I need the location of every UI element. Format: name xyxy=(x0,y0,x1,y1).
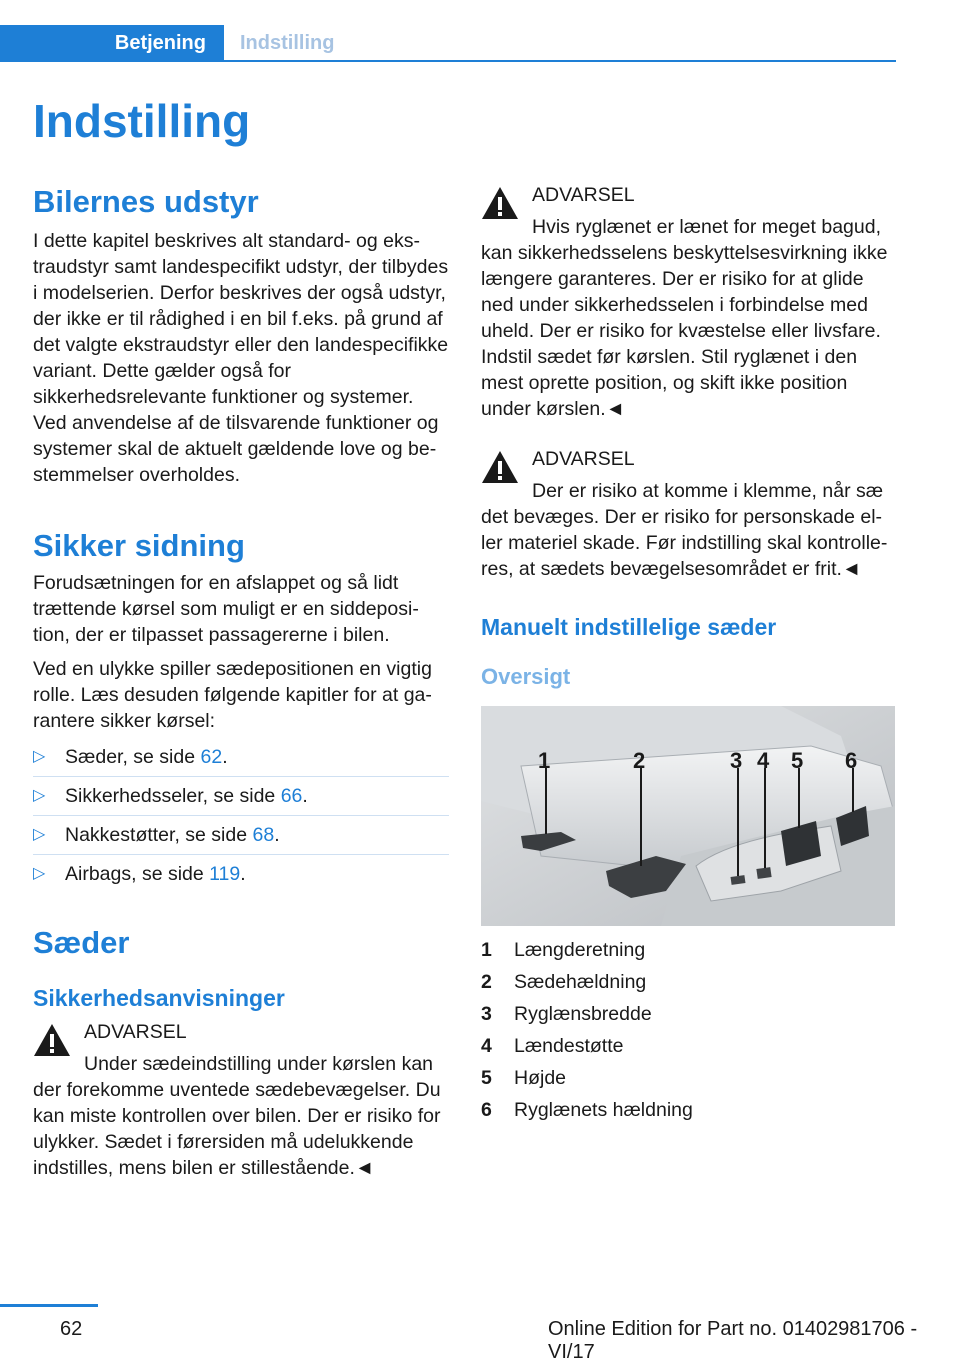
triangle-bullet-icon: ▷ xyxy=(33,787,46,804)
figure-label: 1 xyxy=(538,748,551,773)
seat-illustration xyxy=(481,706,895,926)
footer-divider xyxy=(0,1304,98,1307)
header-divider xyxy=(224,60,896,62)
heading-saeder: Sæder xyxy=(33,925,130,960)
warning-text: det bevæges. Der er risiko for personskade eller materiel skade. Før indstilling skal kontrolleres, at sædets bevægelsesområdet er frit.◄ xyxy=(481,506,888,580)
triangle-bullet-icon: ▷ xyxy=(33,826,46,843)
figure-legend xyxy=(481,934,897,1126)
warning-box xyxy=(481,182,897,422)
triangle-bullet-icon: ▷ xyxy=(33,865,46,882)
heading-sikker-sidning: Sikker sidning xyxy=(33,528,245,563)
legend-item: 3 Ryglænsbredde xyxy=(481,1003,652,1025)
page-number: 62 xyxy=(60,1318,83,1340)
figure-label: 3 xyxy=(730,748,743,773)
heading-oversigt: Oversigt xyxy=(481,664,571,689)
header-bar xyxy=(0,0,960,62)
warning-triangle-icon xyxy=(481,186,519,220)
warning-text-first: Hvis ryglænet er lænet for meget bagud, xyxy=(532,216,882,238)
legend-item: 1 Længderetning xyxy=(481,939,646,961)
heading-sikkerhedsanvisninger: Sikkerhedsanvisninger xyxy=(33,985,285,1011)
page-link[interactable]: 119 xyxy=(209,863,241,885)
warning-text-first: Der er risiko at komme i klemme, når sæ xyxy=(532,480,884,502)
warning-text: kan sikkerhedsselens beskyttelsesvirkning ikke længere garanteres. Der er risiko for at glide ned under sikkerhedsselen i forbindelse med uheld. Der er risiko for kvæstelse eller livsfare. Indstil sædet før kørslen. Stil ryglænet i den mest oprette position, og skift ikke position under kørslen.◄ xyxy=(481,242,888,420)
warning-triangle-icon xyxy=(33,1023,71,1057)
warning-title: ADVARSEL xyxy=(532,184,635,206)
figure-label: 6 xyxy=(845,748,858,773)
list-item: ▷ Nakkestøtter, se side 68. xyxy=(33,822,449,855)
tab-betjening[interactable]: Betjening xyxy=(0,25,224,62)
heading-manuelt-indstillelige-saeder: Manuelt indstillelige sæder xyxy=(481,614,777,640)
left-column xyxy=(33,182,449,1181)
seat-controls-figure xyxy=(481,706,895,926)
heading-bilernes-udstyr: Bilernes udstyr xyxy=(33,184,259,219)
legend-item: 4 Lændestøtte xyxy=(481,1035,624,1057)
paragraph-sikker-sidning-2: Ved en ulykke spiller sædepositionen en vigtig rolle. Læs desuden følgende kapitler for at garantere sikker kørsel: xyxy=(33,658,432,732)
warning-box xyxy=(33,1019,449,1181)
warning-title: ADVARSEL xyxy=(532,448,635,470)
warning-title: ADVARSEL xyxy=(84,1021,187,1043)
legend-item: 2 Sædehældning xyxy=(481,971,647,993)
chapter-list xyxy=(33,744,449,893)
footer-edition: Online Edition for Part no. 01402981706 - VI/17 xyxy=(548,1318,918,1362)
tab-indstilling[interactable]: Indstilling xyxy=(240,32,335,54)
page-link[interactable]: 62 xyxy=(200,746,223,768)
warning-triangle-icon xyxy=(481,450,519,484)
page-link[interactable]: 66 xyxy=(280,785,303,807)
legend-item: 5 Højde xyxy=(481,1067,567,1089)
list-item: ▷ Sæder, se side 62. xyxy=(33,744,449,777)
warning-box xyxy=(481,446,897,582)
figure-label: 5 xyxy=(791,748,804,773)
page-link[interactable]: 68 xyxy=(252,824,275,846)
warning-text: der forekomme uventede sædebevægelser. Du kan miste kontrollen over bilen. Der er risiko for ulykker. Sædet i førersiden må udelukkende indstilles, mens bilen er stillestående.◄ xyxy=(33,1079,441,1179)
figure-label: 2 xyxy=(633,748,646,773)
list-item: ▷ Airbags, se side 119. xyxy=(33,863,246,885)
figure-label: 4 xyxy=(757,748,770,773)
page-title: Indstilling xyxy=(33,95,251,147)
paragraph-bilernes-udstyr: I dette kapitel beskrives alt standard- og ekstraudstyr samt landespecifikt udstyr, der tilbydes i modelserien. Derfor beskrives der også udstyr, der ikke er til rådighed i en bil f.eks. på grund af det valgte ekstraudstyr eller den landespecifikke variant. Dette gælder også for sikkerhedsrelevante funktioner og systemer. Ved anvendelse af de tilsvarende funktioner og systemer skal de aktuelt gældende love og bestemmelser overholdes. xyxy=(33,230,449,486)
legend-item: 6 Ryglænets hældning xyxy=(481,1099,693,1121)
paragraph-sikker-sidning-1: Forudsætningen for en afslappet og så lidt trættende kørsel som muligt er en siddeposition, der er tilpasset passagererne i bilen. xyxy=(33,572,419,646)
list-item: ▷ Sikkerhedsseler, se side 66. xyxy=(33,783,449,816)
triangle-bullet-icon: ▷ xyxy=(33,748,46,765)
right-column xyxy=(481,182,897,1126)
warning-text-first: Under sædeindstilling under kørslen kan xyxy=(84,1053,434,1075)
